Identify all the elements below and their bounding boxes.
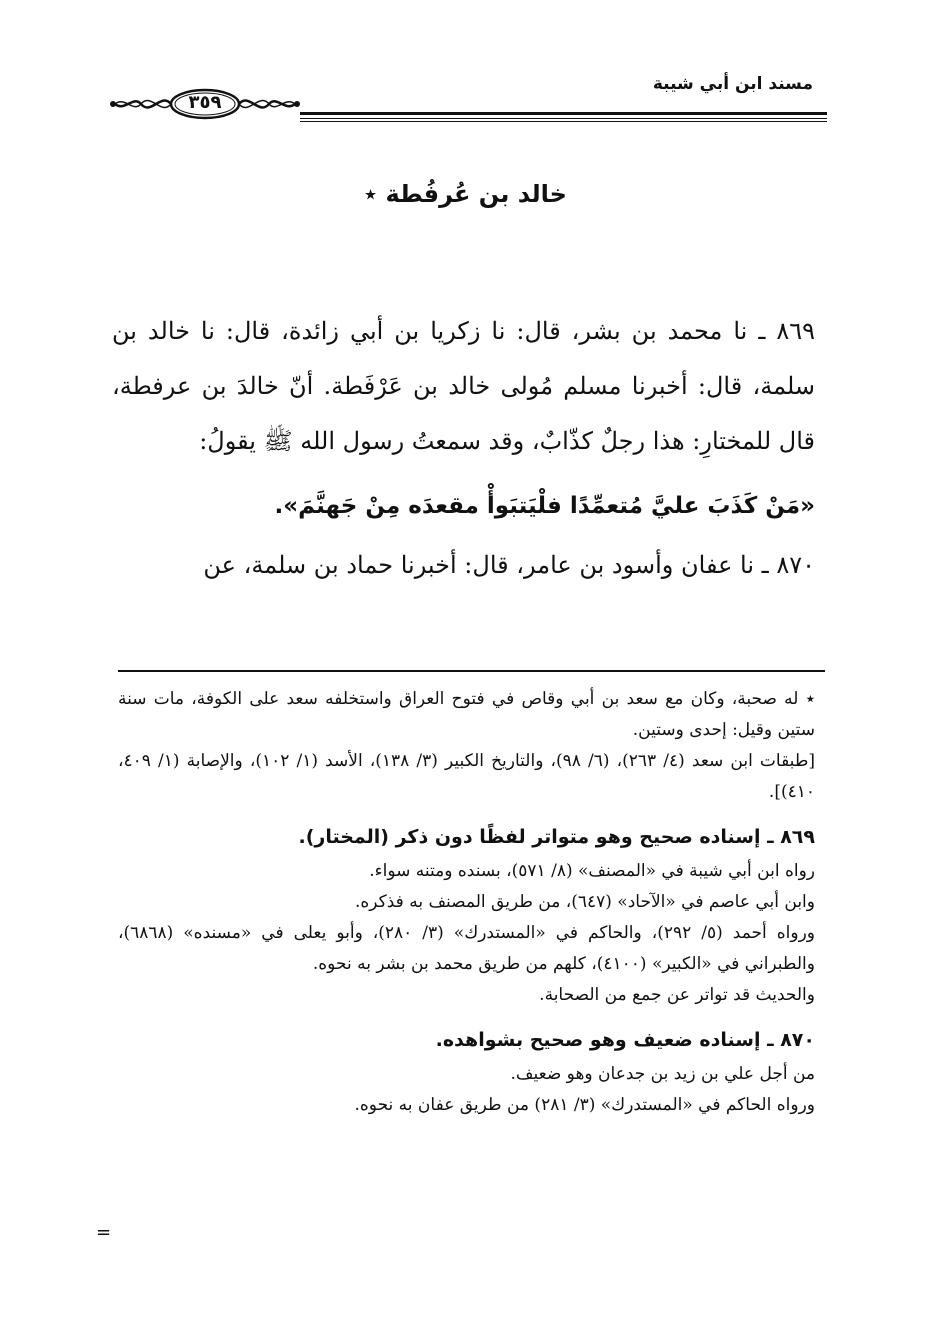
paragraph-869: ٨٦٩ ـ نا محمد بن بشر، قال: نا زكريا بن أبي زائدة، قال: نا خالد بن سلمة، قال: أخبرنا مسلم مُولى خالد بن عَرْفَطة. أنّ خالدَ بن عرفطة، قال للمختارِ: هذا رجلٌ كذّابٌ، وقد سمعتُ رسول الله ﷺ يقولُ: bbox=[112, 317, 815, 455]
footnote-869-line: رواه ابن أبي شيبة في «المصنف» (٨/ ٥٧١)، بسنده ومتنه سواء. bbox=[369, 861, 815, 881]
header-rule bbox=[300, 112, 827, 124]
footnote-870-line: ورواه الحاكم في «المستدرك» (٣/ ٢٨١) من طريق عفان به نحوه. bbox=[354, 1095, 815, 1115]
footnote-869-line: وابن أبي عاصم في «الآحاد» (٦٤٧)، من طريق المصنف به فذكره. bbox=[354, 892, 815, 912]
footnote-869-heading: ٨٦٩ ـ إسناده صحيح وهو متواتر لفظًا دون ذكر (المختار). bbox=[298, 826, 815, 848]
main-text bbox=[112, 304, 815, 593]
footnote-869-line: والحديث قد تواتر عن جمع من الصحابة. bbox=[539, 985, 815, 1005]
running-title: مسند ابن أبي شيبة bbox=[652, 74, 813, 94]
footnote-869-line: ورواه أحمد (٥/ ٢٩٢)، والحاكم في «المستدرك» (٣/ ٢٨٠)، وأبو يعلى في «مسنده» (٦٨٦٨)، والطبراني في «الكبير» (٤١٠٠)، كلهم من طريق محمد بن بشر به نحوه. bbox=[118, 923, 816, 974]
footnote-870-line: من أجل علي بن زيد بن جدعان وهو ضعيف. bbox=[510, 1064, 815, 1084]
paragraph-870: ٨٧٠ ـ نا عفان وأسود بن عامر، قال: أخبرنا حماد بن سلمة، عن bbox=[203, 551, 815, 579]
page-number: ٣٥٩ bbox=[188, 92, 222, 113]
footnote-sources: [طبقات ابن سعد (٤/ ٢٦٣)، (٦/ ٩٨)، والتاريخ الكبير (٣/ ١٣٨)، الأسد (١/ ١٠٢)، والإصابة (١/ ٤٠٩، ٤١٠)]. bbox=[118, 751, 815, 802]
section-title: خالد بن عُرفُطة ٭ bbox=[364, 180, 567, 208]
page-number-ornament bbox=[105, 86, 305, 126]
footnotes bbox=[118, 684, 815, 1121]
continuation-mark: = bbox=[96, 1222, 112, 1243]
footnote-separator bbox=[118, 670, 825, 672]
footnote-870-heading: ٨٧٠ ـ إسناده ضعيف وهو صحيح بشواهده. bbox=[435, 1029, 815, 1051]
hadith-text: «مَنْ كَذَبَ عليَّ مُتعمِّدًا فلْيَتبَوأْ مقعدَه مِنْ جَهنَّمَ». bbox=[274, 493, 815, 519]
footnote-biography: ٭ له صحبة، وكان مع سعد بن أبي وقاص في فتوح العراق واستخلفه سعد على الكوفة، مات سنة ستين وقيل: إحدى وستين. bbox=[118, 689, 815, 740]
